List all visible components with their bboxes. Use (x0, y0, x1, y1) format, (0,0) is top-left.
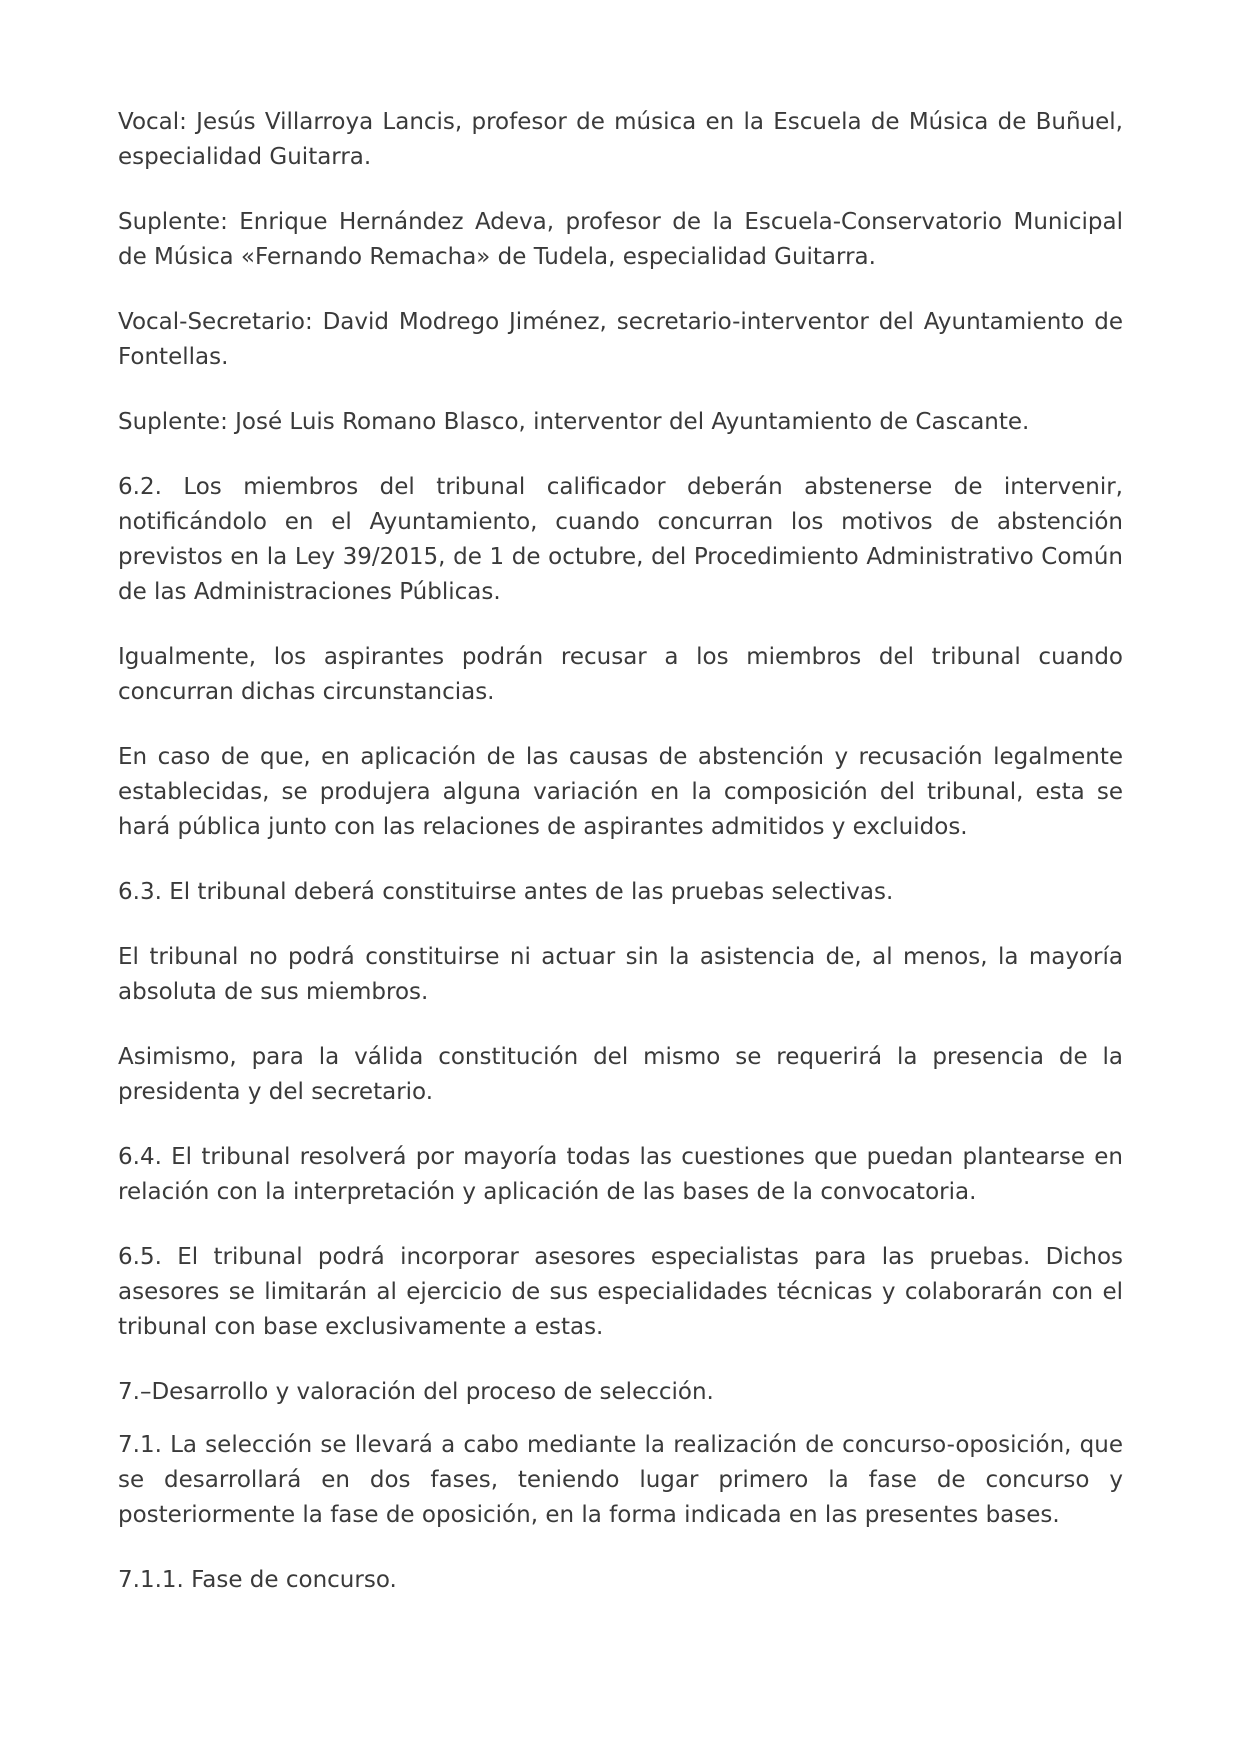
paragraph-6-2: 6.2. Los miembros del tribunal calificador deberán abstenerse de intervenir, notificándolo en el Ayuntamiento, cuando concurran los motivos de abstención previstos en la Ley 39/2015, de 1 de octubre, del Procedimiento Administrativo Común de las Administraciones Públicas. (118, 474, 1123, 605)
paragraph-suplente-secretario: Suplente: José Luis Romano Blasco, interventor del Ayuntamiento de Cascante. (118, 409, 1030, 435)
paragraph-variacion-tribunal: En caso de que, en aplicación de las causas de abstención y recusación legalmente establecidas, se produjera alguna variación en la composición del tribunal, esta se hará pública junto con las relaciones de aspirantes admitidos y excluidos. (118, 744, 1123, 840)
paragraph-recusacion: Igualmente, los aspirantes podrán recusar a los miembros del tribunal cuando concurran dichas circunstancias. (118, 644, 1123, 705)
paragraph-6-5: 6.5. El tribunal podrá incorporar asesores especialistas para las pruebas. Dichos asesores se limitarán al ejercicio de sus especialidades técnicas y colaborarán con el tribunal con base exclusivamente a estas. (118, 1244, 1123, 1340)
paragraph-7-1-1: 7.1.1. Fase de concurso. (118, 1567, 397, 1593)
paragraph-vocal-secretario: Vocal-Secretario: David Modrego Jiménez, secretario-interventor del Ayuntamiento de Fontellas. (118, 309, 1123, 370)
paragraph-6-4: 6.4. El tribunal resolverá por mayoría todas las cuestiones que puedan plantearse en relación con la interpretación y aplicación de las bases de la convocatoria. (118, 1144, 1123, 1205)
section-heading-7: 7.–Desarrollo y valoración del proceso de selección. (118, 1379, 714, 1405)
paragraph-asistencia: El tribunal no podrá constituirse ni actuar sin la asistencia de, al menos, la mayoría absoluta de sus miembros. (118, 944, 1123, 1005)
paragraph-suplente-vocal: Suplente: Enrique Hernández Adeva, profesor de la Escuela-Conservatorio Municipal de Música «Fernando Remacha» de Tudela, especialidad Guitarra. (118, 209, 1123, 270)
paragraph-vocal: Vocal: Jesús Villarroya Lancis, profesor de música en la Escuela de Música de Buñuel, especialidad Guitarra. (118, 109, 1123, 170)
paragraph-6-3: 6.3. El tribunal deberá constituirse antes de las pruebas selectivas. (118, 879, 894, 905)
document-page (118, 105, 1123, 1628)
paragraph-constitucion: Asimismo, para la válida constitución del mismo se requerirá la presencia de la presidenta y del secretario. (118, 1044, 1123, 1105)
paragraph-7-1: 7.1. La selección se llevará a cabo mediante la realización de concurso-oposición, que se desarrollará en dos fases, teniendo lugar primero la fase de concurso y posteriormente la fase de oposición, en la forma indicada en las presentes bases. (118, 1432, 1123, 1528)
